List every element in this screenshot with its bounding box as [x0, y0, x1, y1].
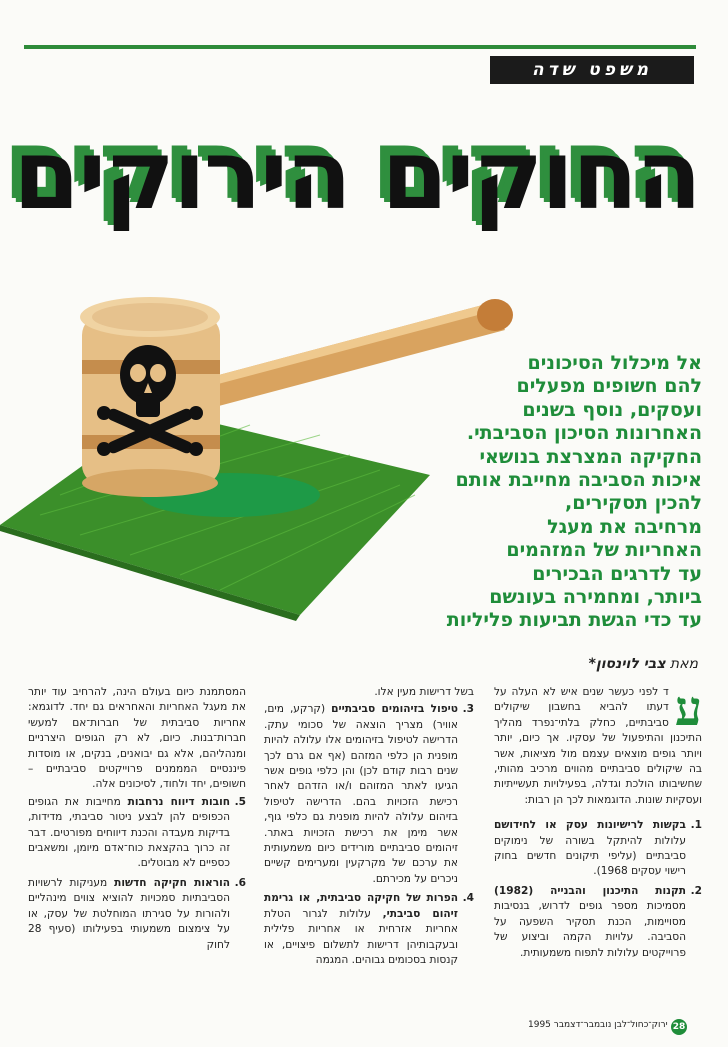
lead-line: האחרונות הסיכון הסביבתי. [466, 422, 702, 445]
footer-publication: ירוק־כחול־לבן נובמבר־דצמבר 1995 [528, 1020, 668, 1030]
item-number: 5. [234, 795, 246, 808]
item-title: הוראות חקיקה חדשות [114, 876, 230, 889]
author-name: צבי לוינסון* [588, 656, 666, 672]
drop-cap: ע [674, 681, 702, 737]
item-text: מחייבות את הגופים הכפופים להן לבצע ניטור סביבתי, מדידות, בדיקות מעבדה והכנת דיווחים מפורטים. דבר זה כרוך בהקצאת כוח־אדם מיומן, ומשאבים כספיים לא מבוטלים. [28, 795, 230, 870]
item-text: (קרקע, מים, אוויר) מצריך הוצאה של סכומי עתק. הדרישה לטיפול בזיהומים אלו עלולה להיות מופנית הן כלפי המזהם (אף אם גרם לכך שנים רבות קודם לכן) והן כלפי גופים אשר הגיעו לאתר המזוהם ו/או הזדהם לאחר רכישת הזכויות בהם. הדרישה לטיפול בזיהום עלולה להיות מופנית גם כלפי גוף, אשר מימן את רכישת הזכויות באתר. זיהומים סביבתיים מורידים כיום משמעותית את ערכם של מקרקעין ומערימים קשיים ניכרים על מכירתם. [264, 703, 458, 885]
lead-line: עד לדרגים הבכירים [532, 562, 702, 585]
lead-line: איכות הסביבה מחייבת אותם [455, 469, 702, 492]
lead-line: החקיקה המצרצת בנושאי [479, 445, 702, 468]
list-item [28, 795, 246, 872]
item-title: בקשות לרישיונות עסק או לחידושם [494, 819, 686, 832]
item-number: 6. [234, 876, 246, 889]
article-column-2 [264, 685, 474, 968]
item-number: 3. [462, 703, 474, 716]
author-prefix: מאת [669, 656, 698, 672]
item-text: מעניקות לרשויות הסביבתיות סמכויות להוציא צווים מינהליים ולהורות על סגירתו המוחלטת של עסק, או על צימצום משמעותי בפעילותו (סעיף 28 לחוק [28, 876, 230, 951]
list-item [264, 891, 474, 968]
item-text: מסמיכות מספר גופים לדרוש, בנסיבות מסויימות, הכנת תסקיר השפעה על הסביבה. עלויות הקמה וביצוע של פרוייקטים עלולות לתפוח משמעותית. [494, 900, 686, 959]
list-item [494, 818, 702, 880]
column-intro: ד לפני כעשר שנים איש לא העלה על דעתו להביא בחשבון שיקולים סביבתיים, כחלק בלתי־נפרד מהליך התיכנון והתיפעול של עסקיו. אך כיום, יותר ויותר גופים מוצאים עצמם מול מציאות, אשר בה שיקולים סביבתיים מהווים מרכיב מהותי, שחשיבותו הולכת וגדלה, בפעילויות תעשייתיות ועסקיות שונות. הדוגמאות לכך הן רבות: [494, 686, 702, 806]
lead-line: מרחיבה את מעגל [547, 515, 702, 538]
list-item [264, 702, 474, 887]
section-label: משפט שדה [490, 56, 694, 84]
author-byline [589, 656, 698, 672]
column-intro: בשל דרישות מעין אלו. [374, 686, 474, 698]
item-title: הפרות של חקיקה סביבתית, או גרימת זיהום סביבתי, [264, 892, 458, 920]
item-number: 1. [690, 819, 702, 832]
top-rule [24, 45, 696, 49]
headline: החוקים הירוקים [13, 119, 700, 231]
article-column-3 [28, 685, 246, 953]
lead-line: להם חשופים מפעלים [516, 375, 702, 398]
lead-line: ועסקים, נוסף בשנים [522, 398, 702, 421]
lead-line: להכין תסקירים, [565, 492, 702, 515]
item-title: טיפול בזיהומים סביבתיים [331, 703, 458, 716]
lead-line: עד כדי הגשת תביעות פליליות [446, 609, 702, 632]
list-item [494, 884, 702, 961]
page-number: 28 [671, 1019, 687, 1035]
item-number: 2. [690, 884, 702, 897]
lead-line: האחריות של המזהמים [506, 539, 702, 562]
item-title: תקנות התיכנון והבנייה (1982) [494, 884, 686, 897]
column-intro: המסתמנת כיום בעולם הינה, להרחיב עוד יותר את מעגל האחריות והאחראים גם יחד. לדוגמא: אחריות סביבתית של חברות־אם למעשי חברות־בנות. כיום, לא רק הגופים היצרניים ומנהליהם, אלא גם יבואנים, בנקים, או מוסדות פיננסיים המממנים פרוייקטים סביבתיים – חשופים, יחד ולחוד, לסיכונים אלה. [28, 686, 246, 791]
lead-paragraph [262, 352, 702, 633]
list-item [28, 876, 246, 953]
item-title: חובות דיווח נרחבות [127, 795, 230, 808]
lead-line: אל מיכלול הסיכונים [527, 352, 702, 374]
article-column-1 [494, 681, 702, 961]
lead-line: ביותר, ומחמירה בעונשם [489, 586, 702, 609]
item-text: עלולות לגרור הטלת אחריות אזרחית או אחריות פלילית ובעקבותיהן דרישות לתשלום פיצויים, או קנסות בסכומים גבוהים. המגמה [264, 907, 458, 966]
item-text: עלולות להיתקל בשורה של נימוקים סביבתיים (עליפי תיקונים חדשים בחוק רישוי עסקים 1968). [494, 834, 686, 878]
item-number: 4. [462, 892, 474, 905]
